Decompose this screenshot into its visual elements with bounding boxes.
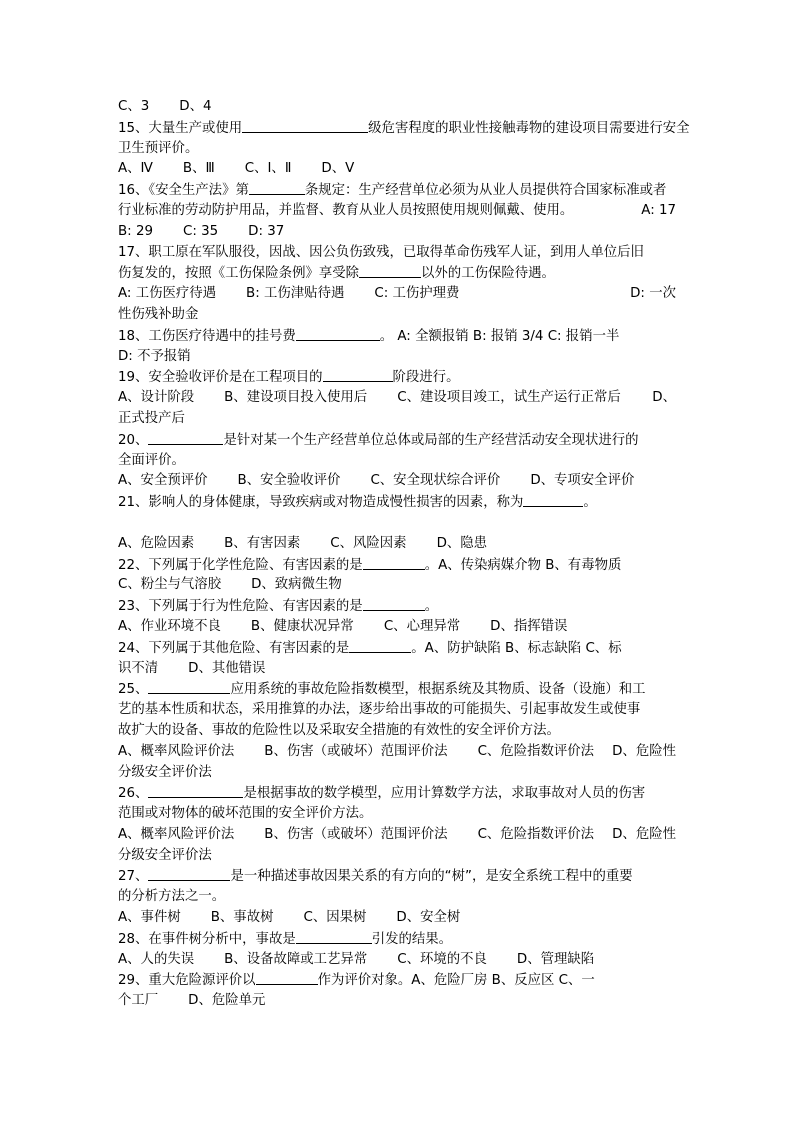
answer-option: C、因果树 [303,910,367,926]
answer-option: A: 工伤医疗待遇 [118,286,217,302]
text-line [118,700,676,721]
answer-option: A、作业环境不良 [118,618,221,634]
question-text: 以外的工伤保险待遇。 [421,266,555,282]
question-text: 。A、防护缺陷 B、标志缺陷 C、标 [411,640,622,656]
answer-option: A、概率风险评价法 [118,743,235,759]
answer-option: C、粉尘与气溶胶 [118,577,222,593]
answer-option: D、管理缺陷 [516,951,595,967]
paragraph-text: 范围或对物体的破坏范围的安全评价方法。 [118,806,373,822]
question-text: 是针对某一个生产经营单位总体或局部的生产经营活动安全现状进行的 [223,432,639,448]
text-line [118,742,676,763]
text-line [118,180,676,201]
text-line [118,804,676,825]
fill-in-blank [359,263,421,278]
text-line [118,471,676,492]
text-line [118,887,676,908]
question-text: 应用系统的事故危险指数模型，根据系统及其物质、设备（设施）和工 [230,682,646,698]
paragraph-text: 性伤残补助金 [118,306,199,322]
text-line [118,492,676,513]
answer-option: C、Ⅰ、Ⅱ [244,161,292,177]
answer-option: A、危险因素 [118,535,195,551]
answer-option: B、安全验收评价 [237,473,341,489]
fill-in-blank [523,492,583,507]
answer-option: 识不清 [118,660,159,676]
text-line [118,367,676,388]
paragraph-text: 故扩大的设备、事故的危险性以及采取安全措施的有效性的安全评价方法。 [118,722,560,738]
question-text: 级危害程度的职业性接触毒物的建设项目需要进行安全 [368,120,690,136]
question-text: 26、 [118,786,149,802]
answer-option: A、Ⅳ [118,161,153,177]
question-text: 。 [583,495,597,511]
paragraph-text: 的分析方法之一。 [118,889,226,905]
question-text: 25、 [118,682,149,698]
paragraph-text: 行业标准的劳动防护用品，并监督、教育从业人员按照使用规则佩戴、使用。 [118,202,574,218]
text-line [118,118,690,139]
paragraph-text: 分级安全评价法 [118,764,212,780]
fill-in-blank [363,596,425,611]
text-line [118,596,676,617]
answer-option: C、建设项目竣工，试生产运行正常后 [397,390,621,406]
text-line [118,970,676,991]
question-text: 伤复发的，按照《工伤保险条例》享受除 [118,266,360,282]
fill-in-blank [148,430,223,445]
text-line [118,950,676,971]
question-text: 。 [424,599,439,615]
question-text: 28、在事件树分析中，事故是 [118,931,296,947]
question-text: 条规定：生产经营单位必须为从业人员提供符合国家标准或者 [304,183,667,199]
paragraph-text: 17、职工原在军队服役，因战、因公负伤致残，已取得革命伤残军人证，到用人单位后旧 [118,244,644,260]
answer-option: A、概率风险评价法 [118,826,235,842]
answer-option: C、危险指数评价法 [477,743,595,759]
text-line [118,263,676,284]
text-line [118,326,676,347]
question-text: 是一种描述事故因果关系的有方向的“树”，是安全系统工程中的重要 [230,869,633,885]
answer-option: A、设计阶段 [118,390,195,406]
fill-in-blank [256,970,318,985]
answer-option: B、有害因素 [224,535,301,551]
paragraph-text: 分级安全评价法 [118,847,212,863]
answer-option: A、人的失误 [118,951,195,967]
question-text: 21、影响人的身体健康，导致疾病或对物造成慢性损害的因素，称为 [118,495,524,511]
answer-option: A、事件树 [118,910,181,926]
text-line [118,388,676,409]
answer-option: B: 29 [118,223,153,239]
answer-option: D、指挥错误 [490,618,568,634]
text-line [118,305,676,326]
answer-option: B、建设项目投入使用后 [224,390,368,406]
text-line [118,139,676,160]
question-text: 作为评价对象。A、危险厂房 B、反应区 C、一 [317,973,595,989]
paragraph-text: 正式投产后 [118,410,185,426]
answer-option: A、安全预评价 [118,473,208,489]
text-line [118,679,676,700]
text-line [118,659,676,680]
right-aligned-option: A: 17 [641,202,676,218]
text-line [118,866,676,887]
paragraph-text: D: 不予报销 [118,348,191,364]
answer-option: B、伤害（或破坏）范围评价法 [264,743,448,759]
question-text: 23、下列属于行为性危险、有害因素的是 [118,599,363,615]
answer-option: C、风险因素 [330,535,407,551]
fill-in-blank [148,679,230,694]
text-line [118,825,676,846]
answer-option: D、专项安全评价 [530,473,635,489]
answer-option: B、健康状况异常 [250,618,354,634]
fill-in-blank [296,326,380,341]
question-text: 27、 [118,869,149,885]
text-line [118,222,676,243]
question-text: 引发的结果。 [371,931,453,947]
text-line [118,97,676,118]
answer-option: D、危险单元 [188,993,266,1009]
text-line [118,451,676,472]
answer-option: D、致病微生物 [251,577,342,593]
answer-option: C、心理异常 [383,618,461,634]
question-text: 20、 [118,432,149,448]
answer-option: B: 工伤津贴待遇 [246,286,345,302]
document-page [118,97,690,1012]
text-line [118,846,676,867]
right-aligned-option: D、危险性 [612,743,676,759]
answer-option: C: 35 [183,223,219,239]
text-line [118,159,676,180]
fill-in-blank [296,929,372,944]
paragraph-text: 艺的基本性质和状态，采用推算的办法，逐步给出事故的可能损失、引起事故发生或使事 [118,702,641,718]
answer-option: D、隐患 [436,535,488,551]
question-text: 。A、传染病媒介物 B、有毒物质 [424,557,622,573]
answer-option: B、事故树 [210,910,274,926]
right-aligned-option: D、危险性 [612,826,676,842]
answer-option: 个工厂 [118,993,159,1009]
text-line [118,638,676,659]
paragraph-text: 全面评价。 [118,452,185,468]
question-text: 。 A: 全额报销 B: 报销 3/4 C: 报销一半 [379,328,620,344]
answer-option: D、其他错误 [188,660,266,676]
text-line [118,430,676,451]
answer-option: C、安全现状综合评价 [370,473,501,489]
text-line [118,513,676,534]
fill-in-blank [323,367,393,382]
question-text: 阶段进行。 [392,370,460,386]
right-aligned-option: D: 一次 [630,286,676,302]
answer-option: D、Ⅴ [321,161,355,177]
text-line [118,763,676,784]
text-line [118,721,676,742]
question-text: 是根据事故的数学模型，应用计算数学方法，求取事故对人员的伤害 [243,786,646,802]
answer-option: D、4 [179,99,212,114]
text-line [118,991,676,1012]
text-line [118,617,676,638]
question-text: 15、大量生产或使用 [118,120,243,136]
question-text: 19、安全验收评价是在工程项目的 [118,370,323,386]
fill-in-blank [349,638,411,653]
text-line [118,555,676,576]
answer-option: D: 37 [248,223,285,239]
right-aligned-option: D、 [652,390,676,406]
answer-option: C、3 [118,99,150,114]
paragraph-text: 卫生预评价。 [118,140,199,156]
answer-option: C: 工伤护理费 [374,286,460,302]
text-line [118,783,676,804]
text-line [118,284,676,305]
text-line [118,908,676,929]
text-line [118,347,676,368]
question-text: 24、下列属于其他危险、有害因素的是 [118,640,350,656]
answer-option: B、设备故障或工艺异常 [224,951,368,967]
answer-option: B、伤害（或破坏）范围评价法 [264,826,448,842]
fill-in-blank [363,555,425,570]
answer-option: D、安全树 [396,910,461,926]
text-line [118,201,676,222]
text-line [118,409,676,430]
text-line [118,575,676,596]
fill-in-blank [249,180,305,195]
text-line [118,929,676,950]
fill-in-blank [148,866,230,881]
answer-option: C、环境的不良 [397,951,487,967]
answer-option: C、危险指数评价法 [477,826,595,842]
fill-in-blank [148,783,243,798]
answer-option: B、Ⅲ [182,161,215,177]
text-line [118,534,676,555]
question-text: 16、《安全生产法》第 [118,183,249,199]
question-text: 18、工伤医疗待遇中的挂号费 [118,328,296,344]
question-text: 22、下列属于化学性危险、有害因素的是 [118,557,363,573]
question-text: 29、重大危险源评价以 [118,973,256,989]
fill-in-blank [242,118,368,133]
text-line [118,243,676,264]
